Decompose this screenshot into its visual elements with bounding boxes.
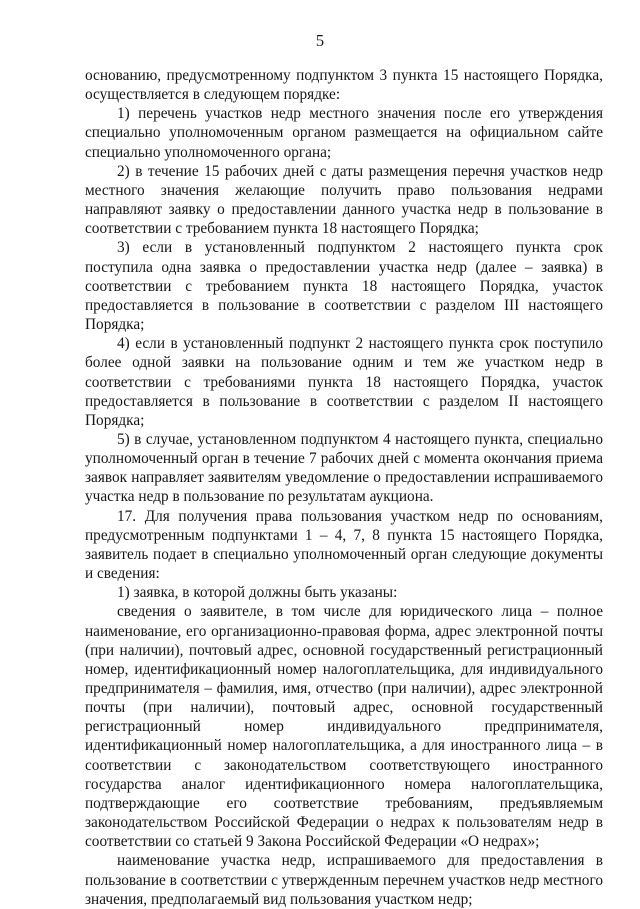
paragraph-subitem-2: 2) в течение 15 рабочих дней с даты размещения перечня участков недр местного значения желающие получить право пользования недрами направляют заявку о предоставлении данного участка недр в пользование в соответствии с требованием пункта 18 настоящего Порядка; bbox=[85, 162, 603, 238]
paragraph-application-heading: 1) заявка, в которой должны быть указаны: bbox=[117, 584, 398, 602]
document-body bbox=[85, 66, 603, 909]
paragraph-item-17: 17. Для получения права пользования участком недр по основаниям, предусмотренным подпунктами 1 – 4, 7, 8 пункта 15 настоящего Порядка, заявитель подает в специально уполномоченный орган следующие документы и сведения: bbox=[85, 507, 603, 583]
page-number: 5 bbox=[315, 31, 325, 50]
paragraph-subitem-4: 4) если в установленный подпункт 2 настоящего пункта срок поступило более одной заявки на пользование одним и тем же участком недр в соответствии с требованиями пункта 18 настоящего Порядка, участок предоставляется в пользование в соответствии с разделом II настоящего Порядка; bbox=[85, 335, 603, 429]
paragraph-applicant-info: сведения о заявителе, в том числе для юридического лица – полное наименование, его организационно-правовая форма, адрес электронной почты (при наличии), почтовый адрес, основной государственный регистрационный номер, идентификационный номер налогоплательщика, для индивидуального предпринимателя – фамилия, имя, отчество (при наличии), адрес электронной почты (при наличии), почтовый адрес, основной государственный регистрационный номер индивидуального предпринимателя, идентификационный номер налогоплательщика, а для иностранного лица – в соответствии с законодательством соответствующего иностранного государства аналог идентификационного номера налогоплательщика, подтверждающие его соответствие требованиям, предъявляемым законодательством Российской Федерации о недрах к пользователям недр в соответствии со статьей 9 Закона Российской Федерации «О недрах»; bbox=[85, 603, 603, 851]
paragraph-subitem-3: 3) если в установленный подпунктом 2 настоящего пункта срок поступила одна заявка о предоставлении участка недр (далее – заявка) в соответствии с требованием пункта 18 настоящего Порядка, участок предоставляется в пользование в соответствии с разделом III настоящего Порядка; bbox=[85, 239, 603, 334]
paragraph-continuation: основанию, предусмотренному подпунктом 3 пункта 15 настоящего Порядка, осуществляется в следующем порядке: bbox=[85, 67, 603, 104]
paragraph-site-name: наименование участка недр, испрашиваемого для предоставления в пользование в соответствии с утвержденным перечнем участков недр местного значения, предполагаемый вид пользования участком недр; bbox=[85, 852, 603, 908]
paragraph-subitem-5: 5) в случае, установленном подпунктом 4 настоящего пункта, специально уполномоченный орган в течение 7 рабочих дней с момента окончания приема заявок направляет заявителям уведомление о предоставлении испрашиваемого участка недр в пользование по результатам аукциона. bbox=[85, 430, 603, 506]
paragraph-subitem-1: 1) перечень участков недр местного значения после его утверждения специально уполномоченным органом размещается на официальном сайте специально уполномоченного органа; bbox=[85, 105, 603, 161]
